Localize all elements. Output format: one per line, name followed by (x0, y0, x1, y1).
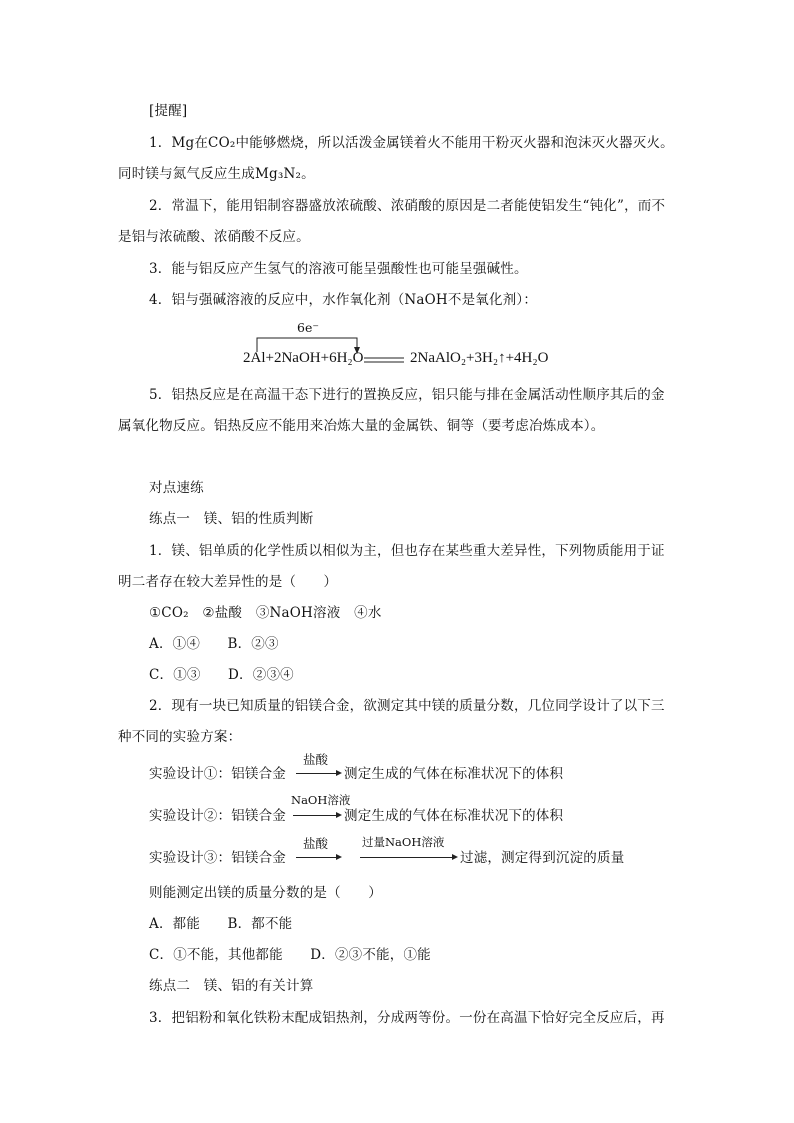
design-1-suffix: 测定生成的气体在标准状况下的体积 (344, 766, 564, 782)
design-3-arrow-1 (296, 857, 336, 858)
question-1-line-2: 明二者存在较大差异性的是（ ） (118, 574, 338, 590)
tixing-point-5-line-2: 属氧化物反应。铝热反应不能用来冶炼大量的金属铁、铜等（要考虑冶炼成本）。 (118, 418, 605, 434)
design-3-reagent-2: 过量NaOH溶液 (362, 835, 445, 849)
tixing-point-2-line-2: 是铝与浓硫酸、浓硝酸不反应。 (118, 229, 310, 245)
design-3-arrow-2-head (452, 854, 458, 860)
design-2-arrow-head (336, 812, 342, 818)
question-1-items: ①CO₂ ②盐酸 ③NaOH溶液 ④水 (149, 605, 382, 621)
tixing-point-1-line-2: 同时镁与氮气反应生成Mg₃N₂。 (118, 166, 315, 182)
question-2-ask: 则能测定出镁的质量分数的是（ ） (149, 885, 382, 901)
practice-point-2-heading: 练点二 镁、铝的有关计算 (149, 978, 314, 994)
question-2-options-ab: A．都能 B．都不能 (149, 916, 293, 932)
question-1-options-ab: A．①④ B．②③ (149, 636, 279, 652)
tixing-heading: [提醒] (149, 103, 188, 119)
equation-right: 2NaAlO₂+3H₂↑+4H₂O (410, 350, 549, 366)
tixing-point-4: 4．铝与强碱溶液的反应中，水作氧化剂（NaOH不是氧化剂）： (149, 292, 538, 308)
design-3-reagent-1: 盐酸 (303, 836, 329, 851)
design-3-arrow-2 (360, 857, 452, 858)
tixing-point-1-line-1: 1．Mg在CO₂中能够燃烧，所以活泼金属镁着火不能用干粉灭火器和泡沫灭火器灭火。 (149, 135, 674, 151)
design-1-arrow (296, 773, 336, 774)
design-3-prefix: 实验设计③：铝镁合金 (149, 850, 286, 866)
practice-title: 对点速练 (149, 480, 204, 496)
equation-left: 2Al+2NaOH+6H₂O (243, 350, 364, 366)
practice-point-1-heading: 练点一 镁、铝的性质判断 (149, 511, 314, 527)
question-1-options-cd: C．①③ D．②③④ (149, 667, 294, 683)
question-2-line-2: 种不同的实验方案： (118, 729, 242, 745)
design-2-reagent: NaOH溶液 (291, 793, 351, 807)
question-3-line-1: 3．把铝粉和氧化铁粉末配成铝热剂，分成两等份。一份在高温下恰好完全反应后，再 (149, 1010, 665, 1026)
tixing-point-3: 3．能与铝反应产生氢气的溶液可能呈强酸性也可能呈强碱性。 (149, 261, 528, 277)
design-1-arrow-head (336, 770, 342, 776)
design-2-suffix: 测定生成的气体在标准状况下的体积 (344, 808, 564, 824)
design-1-prefix: 实验设计①：铝镁合金 (149, 766, 286, 782)
question-1-line-1: 1．镁、铝单质的化学性质以相似为主，但也存在某些重大差异性，下列物质能用于证 (149, 543, 665, 559)
design-3-arrow-1-head (336, 854, 342, 860)
electron-transfer-label: 6e⁻ (297, 320, 319, 335)
design-2-arrow (293, 815, 336, 816)
question-2-options-cd: C．①不能，其他都能 D．②③不能，①能 (149, 947, 431, 963)
equation-equals-sign (362, 356, 406, 366)
design-1-reagent: 盐酸 (303, 752, 329, 767)
design-3-suffix: 过滤，测定得到沉淀的质量 (460, 850, 625, 866)
tixing-point-2-line-1: 2．常温下，能用铝制容器盛放浓硫酸、浓硝酸的原因是二者能使铝发生“钝化”，而不 (149, 198, 666, 214)
tixing-point-5-line-1: 5．铝热反应是在高温干态下进行的置换反应，铝只能与排在金属活动性顺序其后的金 (149, 387, 665, 403)
question-2-line-1: 2．现有一块已知质量的铝镁合金，欲测定其中镁的质量分数，几位同学设计了以下三 (149, 698, 665, 714)
design-2-prefix: 实验设计②：铝镁合金 (149, 808, 286, 824)
